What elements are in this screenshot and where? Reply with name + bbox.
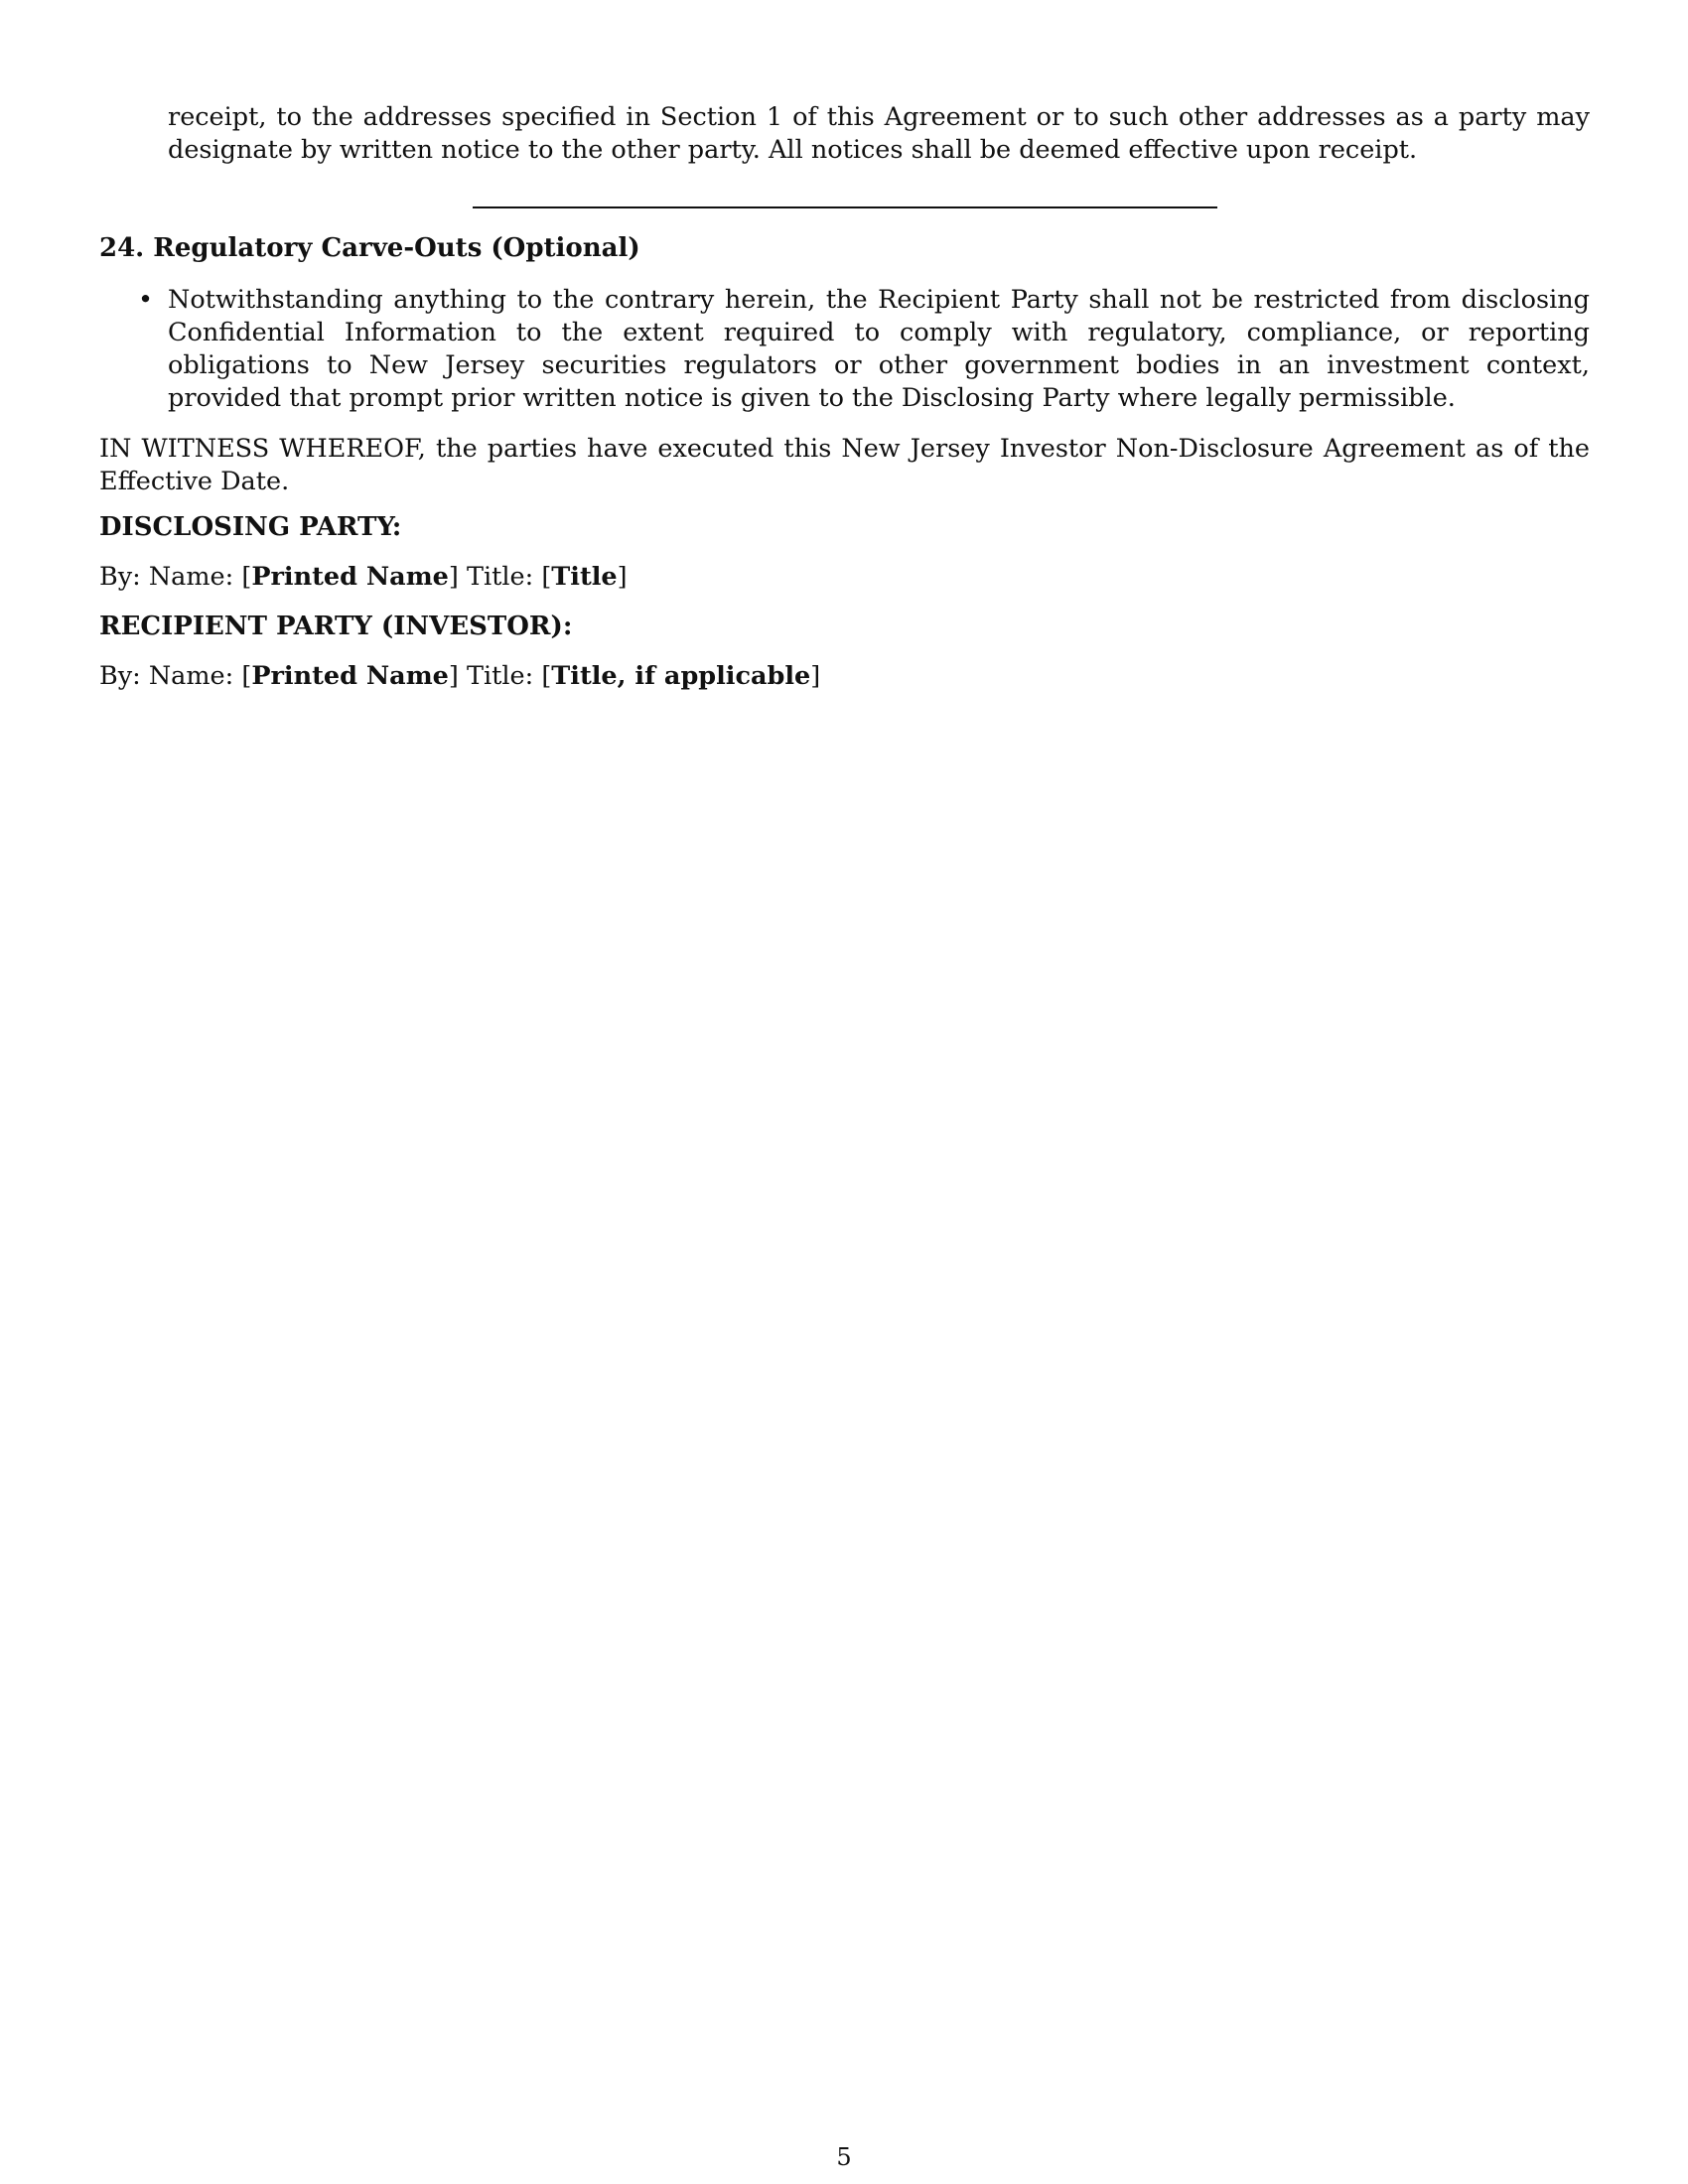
section-24-bullet-list [99,284,1590,415]
witness-paragraph: IN WITNESS WHEREOF, the parties have executed this New Jersey Investor Non-Disclosure Agreement as of the Effective Date. [99,434,1590,496]
disclosing-party-heading: DISCLOSING PARTY: [99,512,402,542]
title-placeholder: Title, if applicable [551,661,811,691]
section-divider [473,206,1217,208]
name-label: Name: [148,661,234,691]
recipient-party-signature-line: By: Name: [Printed Name] Title: [Title, if applicable] [99,661,821,691]
bullet-icon: • [138,285,154,315]
section-24-heading: 24. Regulatory Carve-Outs (Optional) [99,233,640,263]
title-label: Title: [466,661,534,691]
list-item [99,284,1590,415]
name-label: Name: [148,562,234,592]
disclosing-party-signature-line: By: Name: [Printed Name] Title: [Title] [99,562,628,592]
by-label: By: [99,562,141,592]
recipient-party-heading: RECIPIENT PARTY (INVESTOR): [99,612,573,641]
title-placeholder: Title [551,562,618,592]
notice-paragraph-continuation: receipt, to the addresses specified in Section 1 of this Agreement or to such other addresses as a party may designate by written notice to the other party. All notices shall be deemed effective upon receipt. [168,102,1590,165]
title-label: Title: [466,562,534,592]
printed-name-placeholder: Printed Name [251,562,449,592]
regulatory-carve-out-text: Notwithstanding anything to the contrary herein, the Recipient Party shall not be restricted from disclosing Confidential Information to the extent required to comply with regulatory, compliance, or reporting obligations to New Jersey securities regulators or other government bodies in an investment context, provided that prompt prior written notice is given to the Disclosing Party where legally permissible. [168,285,1590,413]
printed-name-placeholder: Printed Name [251,661,449,691]
by-label: By: [99,661,141,691]
page-number: 5 [836,2143,852,2171]
